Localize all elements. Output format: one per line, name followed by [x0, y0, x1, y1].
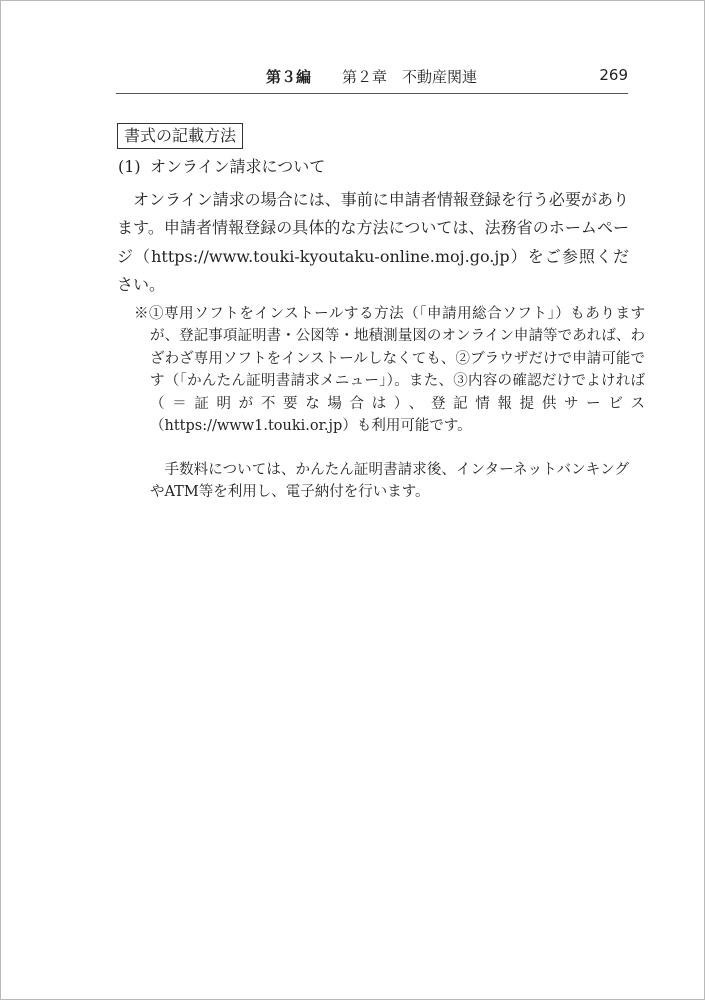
fee-note-paragraph: 手数料については、かんたん証明書請求後、インターネットバンキングやATM等を利用し、電子納付を行います。	[150, 462, 629, 501]
page-number: 269	[599, 66, 628, 84]
section-title: 書式の記載方法	[117, 123, 243, 149]
body-paragraph: オンライン請求の場合には、事前に申請者情報登録を行う必要があります。申請者情報登録の具体的な方法については、法務省のホームページ（https://www.touki-kyoutaku-online.moj.go.jp）をご参照ください。	[117, 190, 629, 294]
subsection-title: オンライン請求について	[150, 157, 326, 176]
running-head	[116, 66, 628, 90]
chapter-label: 第２章 不動産関連	[342, 68, 478, 86]
header-rule	[116, 93, 628, 94]
subsection-number: (1)	[118, 157, 141, 176]
note-paragraph: ※①専用ソフトをインストールする方法（「申請用総合ソフト」）もありますが、登記事項証明書・公図等・地積測量図のオンライン申請等であれば、わざわざ専用ソフトをインストールしなくても、②ブラウザだけで申請可能です（「かんたん証明書請求メニュー」）。また、③内容の確認だけでよければ（＝証明が不要な場合は）、登記情報提供サービス（https://www1.touki.or.jp）も利用可能です。	[134, 306, 645, 435]
subsection-heading	[118, 156, 325, 178]
part-label: 第３編	[266, 68, 312, 86]
